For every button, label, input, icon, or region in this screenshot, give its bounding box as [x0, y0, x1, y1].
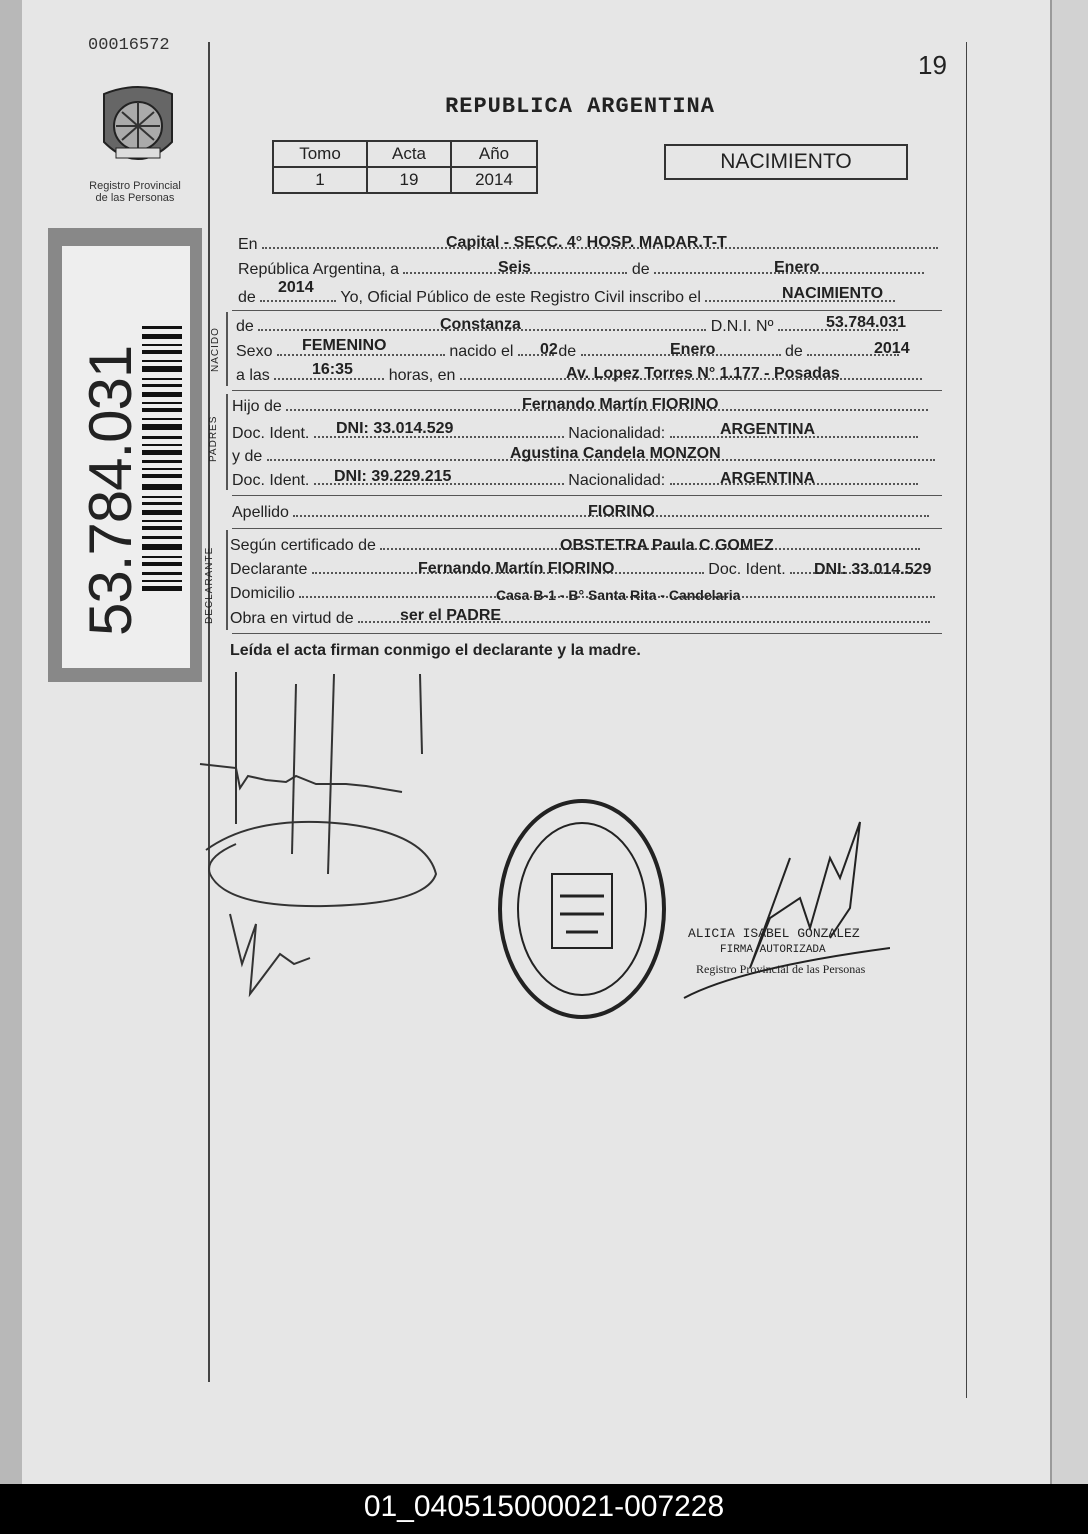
signer-name: ALICIA ISABEL GONZALEZ — [688, 926, 860, 941]
right-margin-line — [966, 42, 967, 1398]
misiones-emblem-icon — [94, 84, 182, 174]
value-acta: 19 — [367, 167, 451, 193]
header-anio: Año — [451, 141, 537, 167]
value-inscribo: NACIMIENTO — [782, 285, 884, 302]
value-anio: 2014 — [278, 279, 314, 296]
label-y-de: y de — [232, 448, 263, 465]
value-madre-nac: ARGENTINA — [720, 470, 816, 487]
registry-label-line1: Registro Provincial — [89, 180, 181, 192]
label-domicilio: Domicilio — [230, 585, 295, 602]
value-dni: 53.784.031 — [826, 314, 907, 331]
line-obra — [230, 610, 930, 628]
label-de-name: de — [236, 318, 254, 335]
value-declarante-doc: DNI: 33.014.529 — [814, 561, 932, 578]
value-padre: Fernando Martín FIORINO — [522, 396, 719, 413]
vertical-dni: 53.784.031 — [77, 345, 144, 636]
serial-number: 00016572 — [88, 36, 170, 55]
label-a-las: a las — [236, 367, 270, 384]
label-doc-ident: Doc. Ident. — [232, 425, 310, 442]
record-type: NACIMIENTO — [664, 144, 908, 180]
label-horas-en: horas, en — [388, 367, 456, 384]
section-bar-padres — [226, 394, 228, 490]
label-nacido-el: nacido el — [449, 343, 514, 360]
ministry-seal-icon — [496, 796, 668, 1022]
registry-label — [70, 180, 200, 204]
divider-1 — [232, 310, 942, 311]
label-nacionalidad2: Nacionalidad: — [568, 472, 666, 489]
label-de3: de — [785, 343, 803, 360]
label-en: En — [238, 236, 258, 253]
value-certificado: OBSTETRA Paula C GOMEZ — [560, 537, 774, 554]
value-padre-doc: DNI: 33.014.529 — [336, 420, 454, 437]
label-nacionalidad: Nacionalidad: — [568, 425, 666, 442]
header-tomo: Tomo — [273, 141, 367, 167]
header-acta: Acta — [367, 141, 451, 167]
value-anio: 2014 — [451, 167, 537, 193]
section-bar-nacido — [226, 312, 228, 386]
line-apellido — [232, 504, 929, 522]
file-code: 01_040515000021-007228 — [363, 1490, 725, 1523]
value-lugar: Capital - SECC. 4° HOSP. MADAR.T-T — [446, 234, 727, 251]
value-sexo: FEMENINO — [302, 337, 387, 354]
value-mes: Enero — [774, 259, 820, 276]
value-hora: 16:35 — [312, 361, 353, 378]
side-label-declarante: DECLARANTE — [204, 546, 215, 624]
document-page — [22, 0, 1062, 1484]
label-yo-oficial: Yo, Oficial Público de este Registro Civil inscribo el — [340, 289, 701, 306]
value-obra: ser el PADRE — [400, 607, 502, 624]
divider-4 — [232, 528, 942, 529]
label-doc-ident3: Doc. Ident. — [708, 561, 786, 578]
value-padre-nac: ARGENTINA — [720, 421, 816, 438]
side-label-padres: PADRES — [208, 415, 219, 462]
value-nac-dia: 02 — [540, 341, 558, 358]
label-segun: Según certificado de — [230, 537, 376, 554]
label-de-year: de — [238, 289, 256, 306]
right-edge — [1050, 0, 1088, 1484]
barcode-label — [62, 246, 190, 668]
barcode-sticker — [48, 228, 202, 682]
divider-5 — [232, 633, 942, 634]
label-doc-ident2: Doc. Ident. — [232, 472, 310, 489]
value-nombre: Constanza — [440, 316, 521, 333]
label-declarante: Declarante — [230, 561, 308, 578]
record-table — [272, 140, 538, 194]
signer-role: FIRMA AUTORIZADA — [720, 944, 826, 956]
page-number: 19 — [918, 50, 947, 80]
value-tomo: 1 — [273, 167, 367, 193]
closing-statement: Leída el acta firman conmigo el declarante y la madre. — [230, 642, 641, 659]
value-dia: Seis — [498, 259, 531, 276]
line-nombre — [236, 318, 898, 336]
value-nac-mes: Enero — [670, 341, 716, 358]
divider-2 — [232, 390, 942, 391]
value-declarante: Fernando Martín FIORINO — [418, 560, 615, 577]
left-edge — [0, 0, 22, 1484]
side-label-nacido: NACIDO — [210, 327, 221, 372]
section-bar-declarante — [226, 530, 228, 630]
official-signature-icon — [680, 818, 890, 1008]
label-sexo: Sexo — [236, 343, 273, 360]
document-title: REPUBLICA ARGENTINA — [445, 94, 715, 119]
label-de: de — [631, 261, 650, 278]
label-republica: República Argentina, a — [238, 261, 399, 278]
label-apellido: Apellido — [232, 504, 289, 521]
label-dni: D.N.I. Nº — [710, 318, 774, 335]
label-de2: de — [558, 343, 577, 360]
label-obra: Obra en virtud de — [230, 610, 354, 627]
file-code-bar — [0, 1484, 1088, 1534]
value-lugar-nac: Av. Lopez Torres N° 1.177 - Posadas — [566, 365, 840, 382]
value-apellido: FIORINO — [588, 503, 655, 520]
registry-label-line2: de las Personas — [95, 192, 175, 204]
value-madre: Agustina Candela MONZON — [510, 445, 721, 462]
value-nac-anio: 2014 — [874, 340, 910, 357]
signer-office: Registro Provincial de las Personas — [696, 962, 866, 976]
declarant-signature-icon — [196, 664, 446, 1044]
line-fecha — [238, 261, 924, 279]
divider-3 — [232, 495, 942, 496]
label-hijo-de: Hijo de — [232, 398, 282, 415]
value-madre-doc: DNI: 39.229.215 — [334, 468, 452, 485]
value-domicilio: Casa B-1 - B° Santa Rita - Candelaria — [496, 587, 741, 603]
